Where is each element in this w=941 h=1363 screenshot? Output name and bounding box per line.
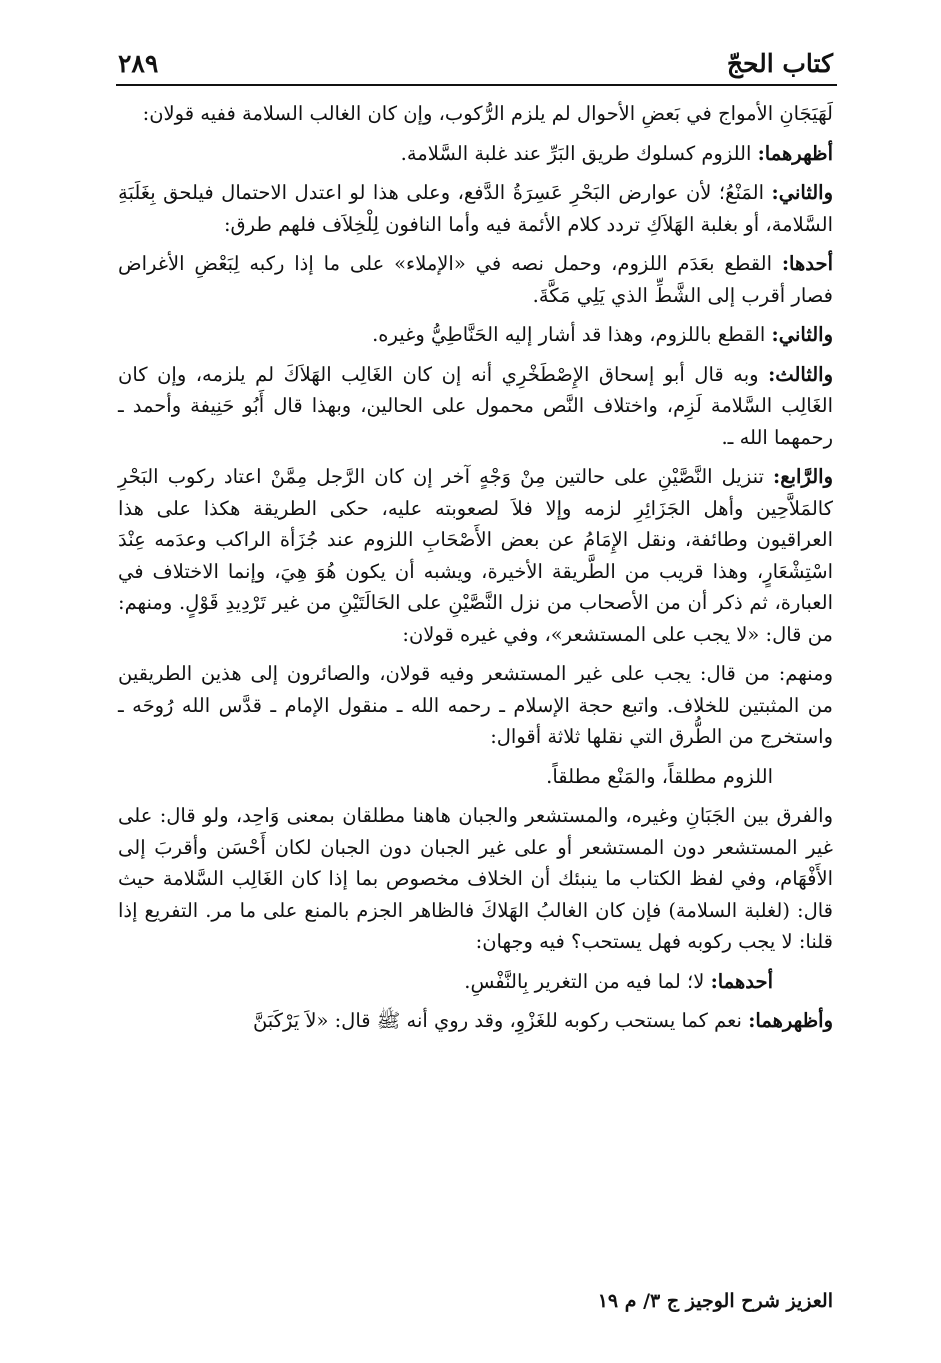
page-body (118, 98, 833, 1045)
header-rule (116, 84, 837, 86)
paragraph-text: المَنْعُ؛ لأن عوارض البَحْرِ عَسِرَةُ الدَّفع، وعلى هذا لو اعتدل الاحتمال فيلحق بِغَلَبَةِ السَّلامة، أو بغلبة الهَلاَكِ تردد كلام الأئمة فيه وأما النافون لِلْخِلاَف فلهم طرق: (118, 181, 833, 236)
paragraph (118, 966, 833, 998)
paragraph-text: القطع بعَدَم اللزوم، وحمل نصه في «الإملاء» على ما إذا ركبه لِبَعْضِ الأغراض فصار أقرب إلى الشَّطِّ الذي يَلِي مَكَّةَ. (118, 252, 833, 307)
paragraph-text: لا؛ لما فيه من التغرير بِالنَّفْسِ. (464, 969, 711, 993)
page-header (118, 38, 833, 78)
paragraph-text: ومنهم: من قال: يجب على غير المستشعر وفيه قولان، والصائرون إلى هذين الطريقين من المثبتين للخلاف. واتبع حجة الإسلام ـ رحمه الله ـ منقول الإمام ـ قدَّس الله رُوحَه ـ واستخرج من الطُّرق التي نقلها ثلاثة أقوال: (118, 662, 833, 748)
paragraph (118, 461, 833, 650)
paragraph-lead: أحدهما: (710, 969, 773, 993)
paragraph (118, 761, 833, 793)
paragraph-lead: والثاني: (771, 323, 833, 346)
paragraph (118, 1005, 833, 1037)
paragraph-lead: والرَّابع: (773, 465, 833, 488)
paragraph-lead: والثالث: (768, 362, 833, 386)
page-number: ٢٨٩ (118, 49, 159, 78)
paragraph-lead: أظهرهما: (757, 141, 833, 165)
paragraph-lead: والثاني: (771, 181, 833, 204)
paragraph-text: القطع باللزوم، وهذا قد أشار إليه الحَنَّاطِيُّ وغيره. (372, 323, 772, 346)
paragraph-text: والفرق بين الجَبَانِ وغيره، والمستشعر والجبان هاهنا مطلقان بمعنى وَاحِد، ولو قال: على غير المستشعر دون المستشعر أو على غير الجبان دون الجبان لكان أَحْسَن وأقربَ إلى الأَفْهَام، وفي لفظ الكتاب ما ينبئك أن الخلاف مخصوص بما إذا كان الغَالِب السَّلامة حيث قال: (لغلبة السلامة) فإن كان الغالبُ الهَلاكَ فالظاهر الجزم بالمنع على ما مر. التفريع إذا قلنا: لا يجب ركوبه فهل يستحب؟ فيه وجهان: (118, 804, 833, 953)
paragraph (118, 359, 833, 454)
paragraph-text: وبه قال أبو إسحاق الإِصْطَخْرِي أنه إن كان الغَالِب الهَلاَكَ لم يلزمه، وإن كان الغَالِب السَّلامة لَزِم، واختلاف النَّص محمول على الحالين، وبهذا قال أَبُو حَنِيفة وأحمد ـ رحمهما الله ـ. (118, 362, 833, 449)
book-title: كتاب الحجّ (726, 49, 833, 78)
paragraph-text: اللزوم كسلوك طريق البَرِّ عند غلبة السَّلامة. (400, 141, 758, 165)
paragraph-text: لَهَيَجَانِ الأمواج في بَعضِ الأحوال لم يلزم الرُّكوب، وإن كان الغالب السلامة ففيه قولان: (142, 102, 833, 125)
paragraph-text: تنزيل النَّصَّيْنِ على حالتين مِنْ وَجْهٍ آخر إن كان الرَّجل مِمَّنْ اعتاد ركوب البَحْرِ كالمَلاَّحِين وأهل الجَزَائِرِ لزمه وإلا فلاَ لصعوبته عليه، حكى الطريقة هكذا على هذا العراقيون وطائفة، ونقل الإِمَامُ عن بعض الأَصْحَابِ اللزوم عند جُزَأة الراكب وعدَمه عِنْدَ اسْتِشْعَارٍ، وهذا قريب من الطَّريقة الأخيرة، ويشبه أن يكون هُوَ هِيَ، وإنما الاختلاف في العبارة، ثم ذكر أن من الأصحاب من نزل النَّصَّيْنِ على الحَالَتَيْنِ من غير تَرْدِيدِ قَوْلٍ. ومنهم: من قال: «لا يجب على المستشعر»، وفي غيره قولان: (118, 465, 833, 646)
paragraph (118, 138, 833, 170)
paragraph-text: اللزوم مطلقاً، والمَنْع مطلقاً. (546, 764, 773, 788)
paragraph (118, 248, 833, 311)
paragraph (118, 319, 833, 351)
paragraph (118, 177, 833, 240)
footer-signature: العزيز شرح الوجيز ج ٣/ م ١٩ (597, 1290, 833, 1312)
paragraph-text: نعم كما يستحب ركوبه للغَزْوِ، وقد روي أنه ﷺ قال: «لاَ يَرْكَبَنَّ (252, 1009, 749, 1032)
paragraph-lead: أحدها: (781, 252, 833, 275)
paragraph (118, 800, 833, 958)
paragraph (118, 658, 833, 753)
paragraph (118, 98, 833, 130)
paragraph-lead: وأظهرهما: (748, 1009, 833, 1032)
